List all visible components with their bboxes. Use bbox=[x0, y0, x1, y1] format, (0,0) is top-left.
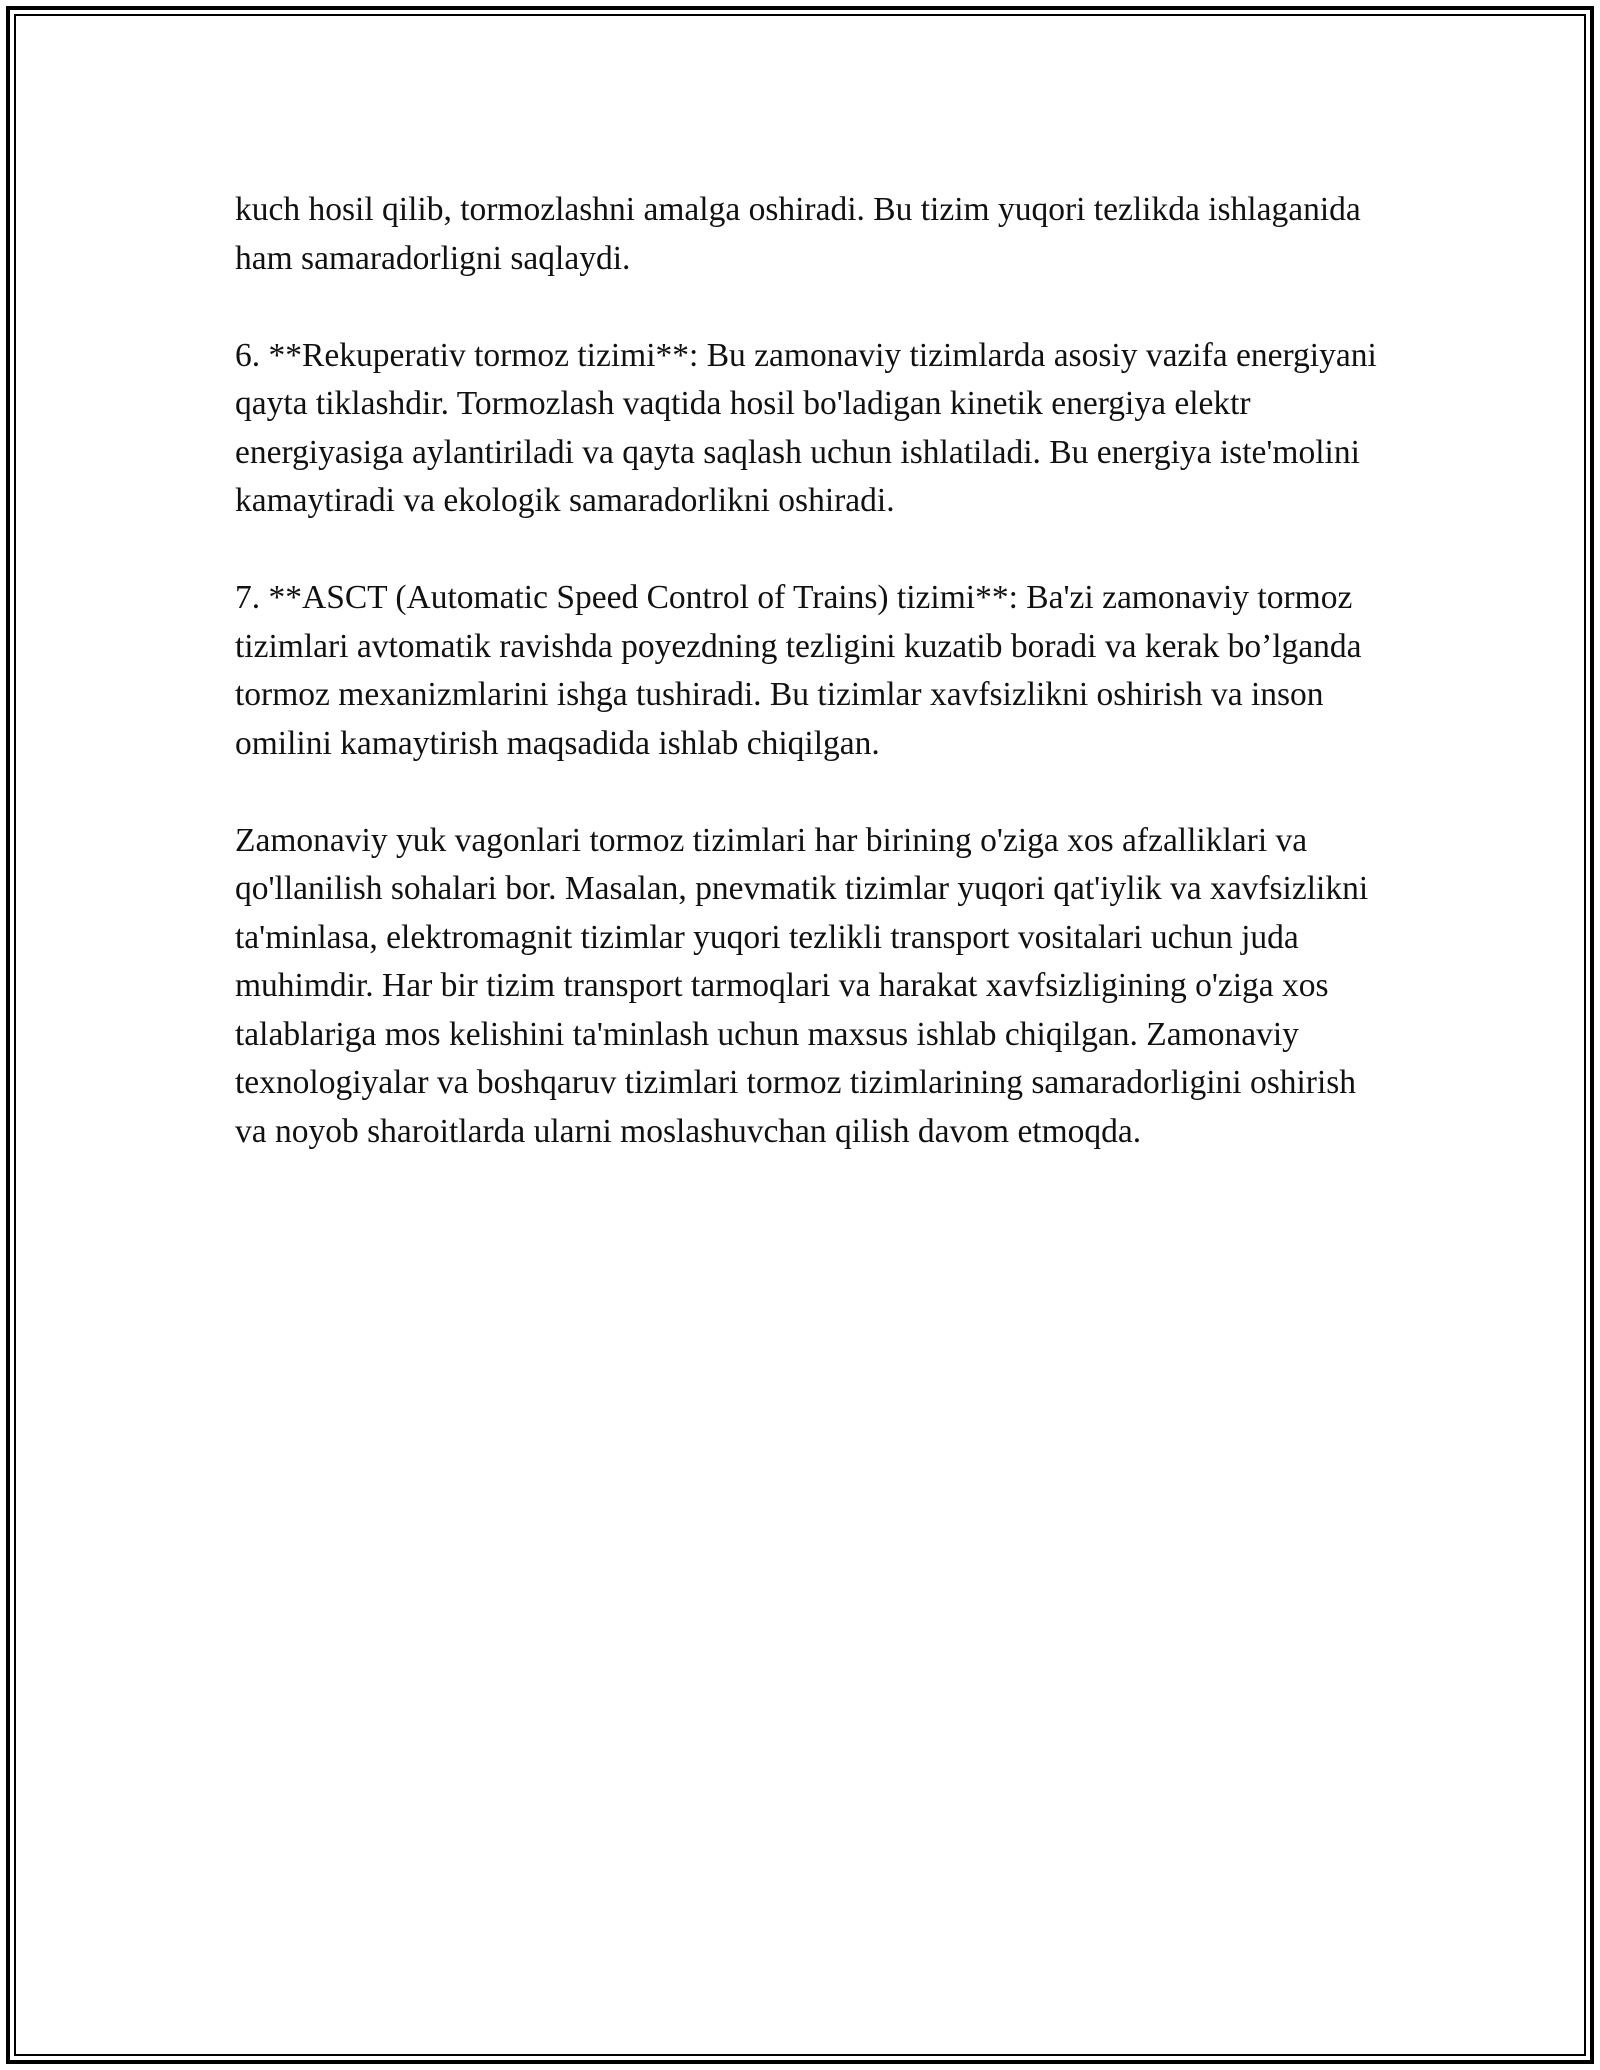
paragraph-conclusion: Zamonaviy yuk vagonlari tormoz tizimlari har birining o'ziga xos afzalliklari va qo'llanilish sohalari bor. Masalan, pnevmatik tizimlar yuqori qat'iylik va xavfsizlikni ta'minlasa, elektromagnit tizimlar yuqori tezlikli transport vositalari uchun juda muhimdir. Har bir tizim transport tarmoqlari va harakat xavfsizligining o'ziga xos talablariga mos kelishini ta'minlash uchun maxsus ishlab chiqilgan. Zamonaviy texnologiyalar va boshqaruv tizimlari tormoz tizimlarining samaradorligini oshirish va noyob sharoitlarda ularni moslashuvchan qilish davom etmoqda. bbox=[235, 821, 1369, 1150]
paragraph-continuation: kuch hosil qilib, tormozlashni amalga oshiradi. Bu tizim yuqori tezlikda ishlaganida ham samaradorligni saqlaydi. bbox=[235, 191, 1361, 277]
document-body bbox=[235, 186, 1395, 1156]
paragraph-item-6: 6. **Rekuperativ tormoz tizimi**: Bu zamonaviy tizimlarda asosiy vazifa energiyani qayta tiklashdir. Tormozlash vaqtida hosil bo'ladigan kinetik energiya elektr energiyasiga aylantiriladi va qayta saqlash uchun ishlatiladi. Bu energiya iste'molini kamaytiradi va ekologik samaradorlikni oshiradi. bbox=[235, 336, 1377, 519]
paragraph-item-7: 7. **ASCT (Automatic Speed Control of Trains) tizimi**: Ba'zi zamonaviy tormoz tizimlari avtomatik ravishda poyezdning tezligini kuzatib boradi va kerak bo’lganda tormoz mexanizmlarini ishga tushiradi. Bu tizimlar xavfsizlikni oshirish va inson omilini kamaytirish maqsadida ishlab chiqilgan. bbox=[235, 579, 1362, 762]
